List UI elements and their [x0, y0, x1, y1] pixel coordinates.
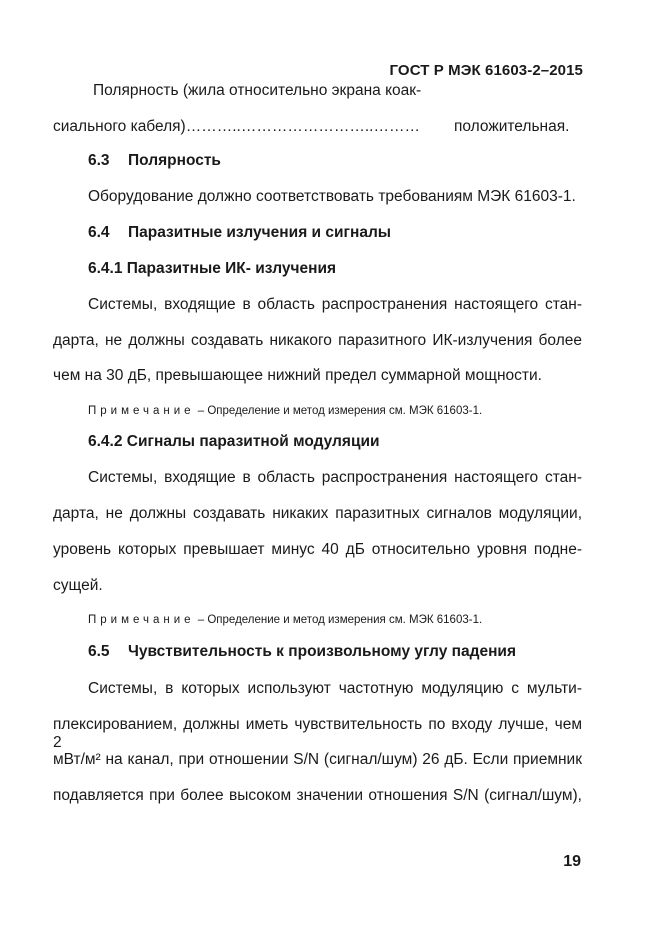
- polarity-line-2: сиального кабеля)………..……………………..………: [53, 118, 420, 135]
- section-6-3-heading: [88, 152, 221, 170]
- paragraph-line: дарта, не должны создавать никакого паразитного ИК-излучения более: [53, 332, 582, 349]
- paragraph-line: сущей.: [53, 577, 103, 594]
- page-number: 19: [563, 853, 581, 870]
- section-title: Чувствительность к произвольному углу падения: [128, 643, 517, 660]
- paragraph-line: дарта, не должны создавать никаких паразитных сигналов модуляции,: [53, 505, 582, 522]
- section-6-4-2-heading: 6.4.2 Сигналы паразитной модуляции: [88, 433, 380, 450]
- standard-header: ГОСТ Р МЭК 61603-2–2015: [389, 62, 583, 79]
- section-number: 6.3: [88, 152, 110, 169]
- paragraph-line: чем на 30 дБ, превышающее нижний предел суммарной мощности.: [53, 367, 542, 384]
- polarity-value: положительная.: [454, 118, 570, 135]
- note-6-4-2: [88, 614, 482, 626]
- note-6-4-1: [88, 405, 482, 417]
- paragraph-line: уровень которых превышает минус 40 дБ относительно уровня подне-: [53, 541, 582, 558]
- section-6-5-heading: [88, 643, 516, 661]
- note-text: – Определение и метод измерения см. МЭК 61603-1.: [194, 405, 483, 417]
- section-number: 6.5: [88, 643, 110, 660]
- section-title: Паразитные излучения и сигналы: [128, 224, 392, 241]
- paragraph-line: Системы, в которых используют частотную модуляцию с мульти-: [88, 680, 582, 697]
- polarity-line-1: Полярность (жила относительно экрана коак-: [93, 82, 422, 99]
- paragraph-line: Системы, входящие в область распространения настоящего стан-: [88, 296, 582, 313]
- section-6-4-1-heading: 6.4.1 Паразитные ИК- излучения: [88, 260, 337, 277]
- paragraph-line: мВт/м² на канал, при отношении S/N (сигнал/шум) 26 дБ. Если приемник: [53, 751, 582, 768]
- paragraph-line: Системы, входящие в область распространения настоящего стан-: [88, 469, 582, 486]
- section-number: 6.4: [88, 224, 110, 241]
- note-label: Примечание: [88, 614, 195, 626]
- section-6-3-body: Оборудование должно соответствовать требованиям МЭК 61603-1.: [88, 188, 576, 205]
- paragraph-line: подавляется при более высоком значении отношения S/N (сигнал/шум),: [53, 787, 582, 804]
- note-text: – Определение и метод измерения см. МЭК 61603-1.: [194, 614, 483, 626]
- section-6-4-heading: [88, 224, 391, 242]
- note-label: Примечание: [88, 405, 195, 417]
- section-title: Полярность: [128, 152, 221, 169]
- paragraph-line: плексированием, должны иметь чувствительность по входу лучше, чем 2: [53, 716, 582, 751]
